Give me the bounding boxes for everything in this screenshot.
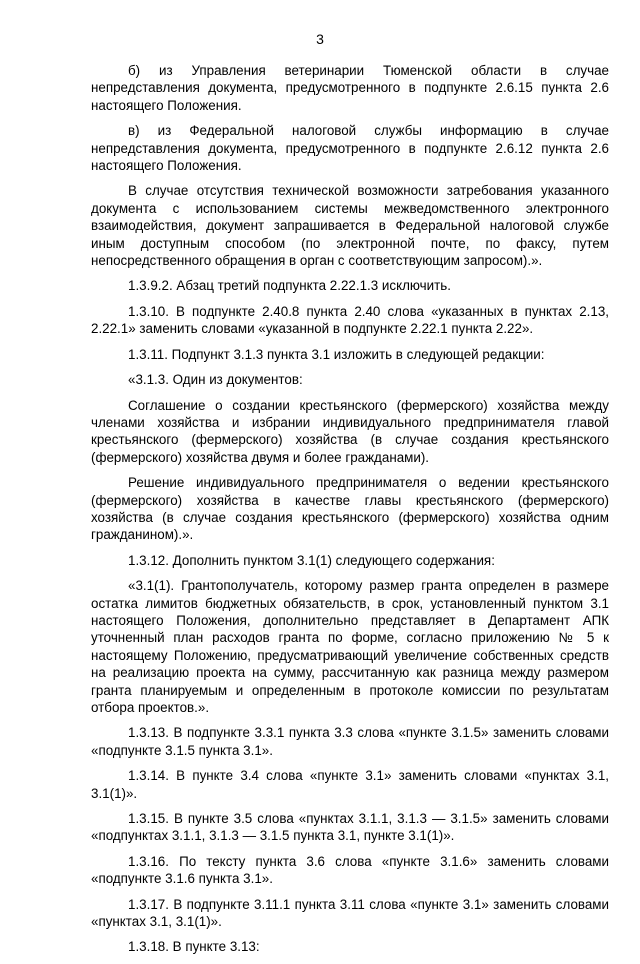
paragraph-agreement: Соглашение о создании крестьянского (фермерского) хозяйства между членами хозяйства и избрании индивидуального предпринимателя главой крестьянского (фермерского) хозяйства (в случае создания крестьянского (фермерского) хозяйства двумя и более гражданами). [91, 397, 609, 465]
paragraph-1-3-15: 1.3.15. В пункте 3.5 слова «пунктах 3.1.1, 3.1.3 — 3.1.5» заменить словами «подпунктах 3.1.1, 3.1.3 — 3.1.5 пункта 3.1, пункте 3.1(1)». [91, 811, 609, 844]
paragraph-1-3-11: 1.3.11. Подпункт 3.1.3 пункта 3.1 изложить в следующей редакции: [128, 346, 545, 362]
page-number: 3 [316, 31, 324, 47]
paragraph-b-veterinary: б) из Управления ветеринарии Тюменской области в случае непредставления документа, предусмотренного в подпункте 2.6.15 пункта 2.6 настоящего Положения. [91, 63, 609, 113]
paragraph-1-3-18: 1.3.18. В пункте 3.13: [128, 939, 260, 955]
paragraph-v-tax-service: в) из Федеральной налоговой службы информацию в случае непредставления документа, предусмотренного в подпункте 2.6.12 пункта 2.6 настоящего Положения. [91, 123, 609, 174]
paragraph-1-3-9-2: 1.3.9.2. Абзац третий подпункта 2.22.1.3 исключить. [128, 278, 451, 294]
paragraph-1-3-12: 1.3.12. Дополнить пунктом 3.1(1) следующего содержания: [128, 552, 495, 568]
paragraph-1-3-10: 1.3.10. В подпункте 2.40.8 пункта 2.40 слова «указанных в пунктах 2.13, 2.22.1» заменить словами «указанной в подпункте 2.22.1 пункта 2.22». [91, 303, 609, 337]
paragraph-1-3-14: 1.3.14. В пункте 3.4 слова «пункте 3.1» заменить словами «пунктах 3.1, 3.1(1)». [91, 768, 609, 801]
paragraph-1-3-16: 1.3.16. По тексту пункта 3.6 слова «пункте 3.1.6» заменить словами «подпункте 3.1.6 пункта 3.1». [91, 853, 609, 887]
paragraph-no-technical-possibility: В случае отсутствия технической возможности затребования указанного документа с использованием системы межведомственного электронного взаимодействия, документ запрашивается в Федеральной налоговой службе иным доступным способом (по электронной почте, по факсу, путем непосредственного обращения в орган с соответствующим запросом).». [91, 183, 609, 269]
paragraph-1-3-13: 1.3.13. В подпункте 3.3.1 пункта 3.3 слова «пункте 3.1.5» заменить словами «подпункте 3.1.5 пункта 3.1». [91, 725, 609, 758]
paragraph-3-1-3: «3.1.3. Один из документов: [128, 372, 303, 388]
document-body [91, 62, 609, 964]
paragraph-decision: Решение индивидуального предпринимателя о ведении крестьянского (фермерского) хозяйства в качестве главы крестьянского (фермерского) хозяйства (в случае создания крестьянского (фермерского) хозяйства одним гражданином).». [91, 475, 609, 543]
paragraph-3-1-1: «3.1(1). Грантополучатель, которому размер гранта определен в размере остатка лимитов бюджетных обязательств, в срок, установленный пунктом 3.1 настоящего Положения, дополнительно представляет в Департамент АПК уточненный план расходов гранта по форме, согласно приложению № 5 к настоящему Положению, предусматривающий увеличение собственных средств на реализацию проекта на сумму, рассчитанную как разница между размером гранта планируемым и определенным в протоколе комиссии по результатам отбора проектов.». [91, 578, 609, 715]
paragraph-1-3-17: 1.3.17. В подпункте 3.11.1 пункта 3.11 слова «пункте 3.1» заменить словами «пунктах 3.1, 3.1(1)». [91, 896, 609, 930]
